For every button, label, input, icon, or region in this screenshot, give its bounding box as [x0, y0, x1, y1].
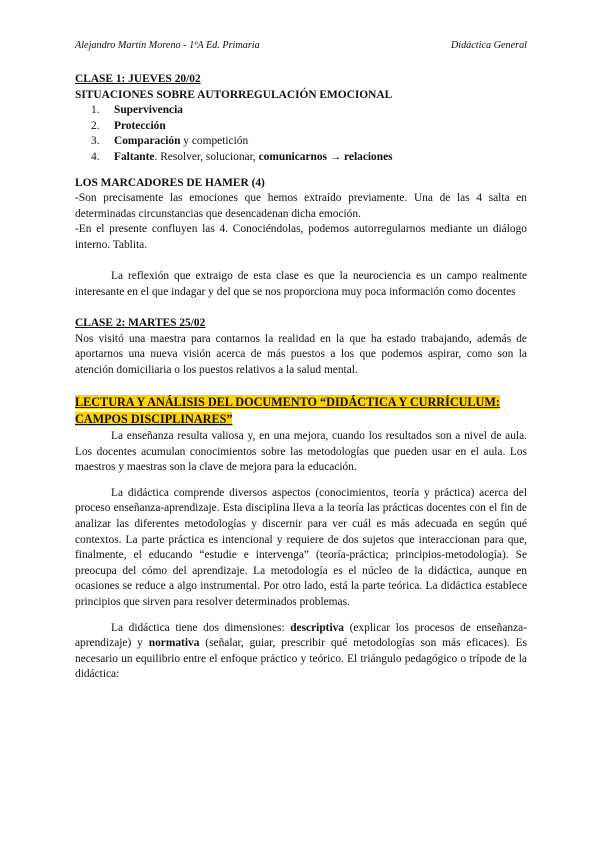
- list-item: 1. Supervivencia: [91, 104, 183, 117]
- page-header: [75, 38, 527, 54]
- list-item: 4. Faltante. Resolver, solucionar, comunicarnos → relaciones: [91, 150, 393, 163]
- section-title-clase-2: CLASE 2: MARTES 25/02: [75, 316, 206, 329]
- emotion-list: [75, 103, 527, 165]
- paragraph: -En el presente confluyen las 4. Conociéndolas, podemos autorregularnos mediante un diálogo interno. Tablita.: [75, 223, 527, 251]
- list-item: 3. Comparación y competición: [91, 135, 249, 148]
- header-author: Alejandro Martín Moreno - 1ºA Ed. Primaria: [75, 40, 260, 51]
- highlighted-heading: [75, 394, 527, 429]
- paragraph: La didáctica comprende diversos aspectos (conocimientos, teoría y práctica) acerca del proceso enseñanza-aprendizaje. Esta disciplina lleva a la teoría las prácticas docentes con el fin de analizar las diferentes metodologías y discernir para ver cuál es más adecuada en según qué contextos. La parte práctica es intencional y requiere de dos sujetos que interaccionan para que, finalmente, el educando “estudie e intervenga” (teoría-práctica; principios-metodología). Se preocupa del cómo del aprendizaje. La metodología es el núcleo de la didáctica, aunque en ocasiones se reduce a algo instrumental. Por otro lado, está la parte teórica. La didáctica establece principios que sirven para resolver determinados problemas.: [75, 486, 527, 608]
- paragraph: La enseñanza resulta valiosa y, en una mejora, cuando los resultados son a nivel de aula. Los docentes acumulan conocimientos sobre las metodologías que pueden usar en el aula. Los maestros y maestras son la clave de mejora para la educación.: [75, 430, 527, 474]
- section-title-marcadores: LOS MARCADORES DE HAMER (4): [75, 176, 265, 189]
- highlighted-heading-line: LECTURA Y ANÁLISIS DEL DOCUMENTO “DIDÁCTICA Y CURRÍCULUM:: [75, 394, 500, 409]
- highlighted-heading-line: CAMPOS DISCIPLINARES”: [75, 412, 233, 427]
- section-subtitle: SITUACIONES SOBRE AUTORREGULACIÓN EMOCIONAL: [75, 88, 393, 101]
- section-title-clase-1: CLASE 1: JUEVES 20/02: [75, 73, 201, 85]
- document-body: [75, 72, 527, 683]
- list-item: 2. Protección: [91, 119, 166, 132]
- paragraph: Nos visitó una maestra para contarnos la realidad en la que ha estado trabajando, además de aportarnos una nueva visión acerca de más puestos a los que podemos aspirar, como son la atención domiciliaria o los puestos relativos a la salud mental.: [75, 332, 527, 376]
- header-subject: Didáctica General: [450, 40, 527, 51]
- reflection-paragraph: La reflexión que extraigo de esta clase es que la neurociencia es un campo realmente interesante en el que indagar y del que se nos proporciona muy poca información como docentes: [75, 270, 527, 298]
- paragraph: -Son precisamente las emociones que hemos extraído previamente. Una de las 4 salta en determinadas circunstancias que desencadenan dicha emoción.: [75, 192, 527, 220]
- paragraph: La didáctica tiene dos dimensiones: descriptiva (explicar los procesos de enseñanza-aprendizaje) y normativa (señalar, guiar, prescribir qué metodologías son más eficaces). Es necesario un equilibrio entre el enfoque práctico y teórico. El triángulo pedagógico o trípode de la didáctica:: [75, 621, 527, 681]
